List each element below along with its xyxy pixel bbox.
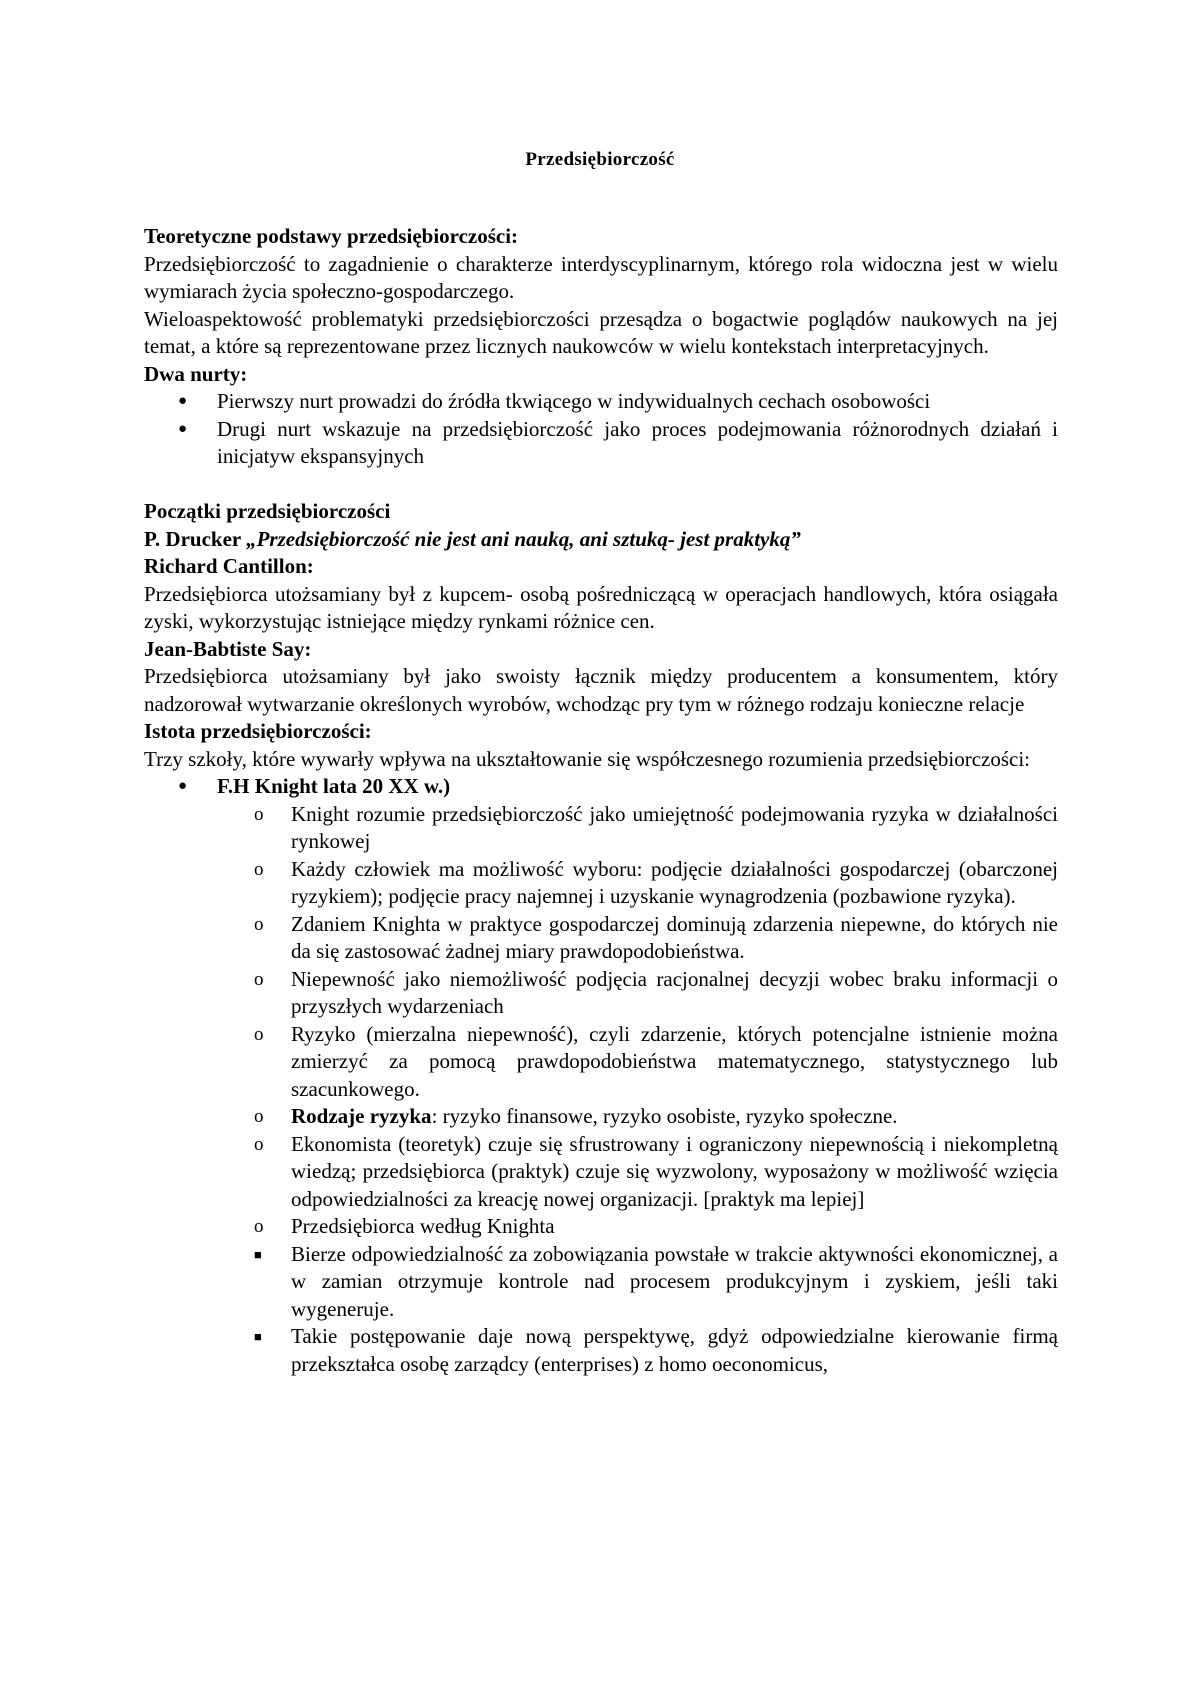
- blank-line: [144, 471, 1058, 499]
- sub-list-item-text: Takie postępowanie daje nową perspektywę, gdyż odpowiedzialne kierowanie firmą przekształca osobę zarządcy (enterprises) z homo oeconomicus,: [291, 1324, 1058, 1376]
- paragraph: Trzy szkoły, które wywarły wpływa na ukształtowanie się współczesnego rozumienia przedsiębiorczości:: [144, 746, 1031, 771]
- bullet-square-icon: ■: [254, 1246, 262, 1262]
- bullet-circle-icon: o: [254, 968, 264, 990]
- bullet-circle-icon: o: [254, 803, 264, 825]
- list-item-text: Drugi nurt wskazuje na przedsiębiorczość jako proces podejmowania różnorodnych działań i inicjatyw ekspansyjnych: [217, 416, 1058, 468]
- sub-list-item: [144, 1103, 1058, 1131]
- sub-list-item: [144, 1323, 1058, 1378]
- knight-heading: F.H Knight lata 20 XX w.): [217, 774, 451, 798]
- bullet-circle-icon: o: [254, 1106, 264, 1127]
- paragraph: Wieloaspektowość problematyki przedsiębiorczości przesądza o bogactwie poglądów naukowych na jej temat, a które są reprezentowane przez licznych naukowców w wielu kontekstach interpretacyjnych.: [144, 306, 1058, 358]
- sub-list-item: [144, 1021, 1058, 1104]
- bullet-dot-icon: ●: [178, 778, 188, 794]
- sub-list-item-text: Knight rozumie przedsiębiorczość jako umiejętność podejmowania ryzyka w działalności rynkowej: [291, 801, 1058, 853]
- risk-types-label: Rodzaje ryzyka: [291, 1104, 432, 1128]
- sub-list-item: [144, 801, 1058, 856]
- sub-list-item-text: Każdy człowiek ma możliwość wyboru: podjęcie działalności gospodarczej (obarczonej ryzykiem); podjęcie pracy najemnej i uzyskanie wynagrodzenia (pozbawione ryzyka).: [291, 856, 1058, 908]
- drucker-name: P. Drucker: [144, 526, 247, 551]
- list-item: [144, 388, 1058, 416]
- list-item-text: Pierwszy nurt prowadzi do źródła tkwiącego w indywidualnych cechach osobowości: [217, 389, 931, 413]
- sub-list-item: [144, 1131, 1058, 1214]
- bullet-circle-icon: o: [254, 858, 264, 880]
- bullet-circle-icon: o: [254, 1216, 264, 1237]
- bullet-circle-icon: o: [254, 1133, 264, 1155]
- paragraph: Przedsiębiorca utożsamiany był z kupcem- osobą pośredniczącą w operacjach handlowych, która osiągała zyski, wykorzystując istniejące między rynkami różnice cen.: [144, 581, 1058, 633]
- list-item: [144, 416, 1058, 471]
- list-item-knight: [144, 773, 1058, 801]
- subheading-say: Jean-Babtiste Say:: [144, 636, 312, 661]
- sub-list-item: [144, 911, 1058, 966]
- section-heading-theory: Teoretyczne podstawy przedsiębiorczości:: [144, 224, 519, 248]
- bullet-dot-icon: ●: [178, 393, 188, 409]
- section-heading-essence: Istota przedsiębiorczości:: [144, 719, 372, 743]
- subheading-two-currents: Dwa nurty:: [144, 361, 248, 386]
- paragraph: Przedsiębiorczość to zagadnienie o charakterze interdyscyplinarnym, którego rola widoczna jest w wielu wymiarach życia społeczno-gospodarczego.: [144, 251, 1058, 303]
- sub-list-item-text: Przedsiębiorca według Knighta: [291, 1214, 555, 1238]
- bullet-dot-icon: ●: [178, 420, 188, 437]
- document-title: Przedsiębiorczość: [525, 149, 675, 170]
- sub-list-item-text: Zdaniem Knighta w praktyce gospodarczej dominują zdarzenia niepewne, do których nie da się zastosować żadnej miary prawdopodobieństwa.: [291, 911, 1058, 963]
- sub-list-item: [144, 966, 1058, 1021]
- bullet-square-icon: ■: [254, 1329, 262, 1344]
- sub-list-item: [144, 1241, 1058, 1324]
- sub-list-item: [144, 856, 1058, 911]
- paragraph: Przedsiębiorca utożsamiany był jako swoisty łącznik między producentem a konsumentem, który nadzorował wytwarzanie określonych wyrobów, wchodząc pry tym w różnego rodzaju konieczne relacje: [144, 664, 1058, 716]
- drucker-quote: „Przedsiębiorczość nie jest ani nauką, ani sztuką- jest praktyką”: [246, 526, 801, 551]
- sub-list-item: [144, 1213, 1058, 1241]
- sub-list-item-text: Ryzyko (mierzalna niepewność), czyli zdarzenie, których potencjalne istnienie można zmierzyć za pomocą prawdopodobieństwa matematycznego, statystycznego lub szacunkowego.: [291, 1021, 1058, 1101]
- sub-list-item-text: Ekonomista (teoretyk) czuje się sfrustrowany i ograniczony niepewnością i niekompletną wiedzą; przedsiębiorca (praktyk) czuje się wyzwolony, wyposażony w możliwość wzięcia odpowiedzialności za kreację nowej organizacji. [praktyk ma lepiej]: [291, 1131, 1058, 1211]
- bullet-circle-icon: o: [254, 913, 264, 935]
- bullet-circle-icon: o: [254, 1023, 264, 1045]
- document-body: [144, 223, 1058, 1378]
- drucker-line: [144, 526, 1058, 554]
- sub-list-item-text: Bierze odpowiedzialność za zobowiązania powstałe w trakcie aktywności ekonomicznej, a w zamian otrzymuje kontrole nad procesem produkcyjnym i zyskiem, jeśli taki wygeneruje.: [291, 1241, 1058, 1321]
- sub-list-item-text: Niepewność jako niemożliwość podjęcia racjonalnej decyzji wobec braku informacji o przyszłych wydarzeniach: [291, 966, 1058, 1018]
- section-heading-beginnings: Początki przedsiębiorczości: [144, 499, 391, 523]
- risk-types-text: : ryzyko finansowe, ryzyko osobiste, ryzyko społeczne.: [431, 1104, 898, 1128]
- subheading-cantillon: Richard Cantillon:: [144, 554, 314, 578]
